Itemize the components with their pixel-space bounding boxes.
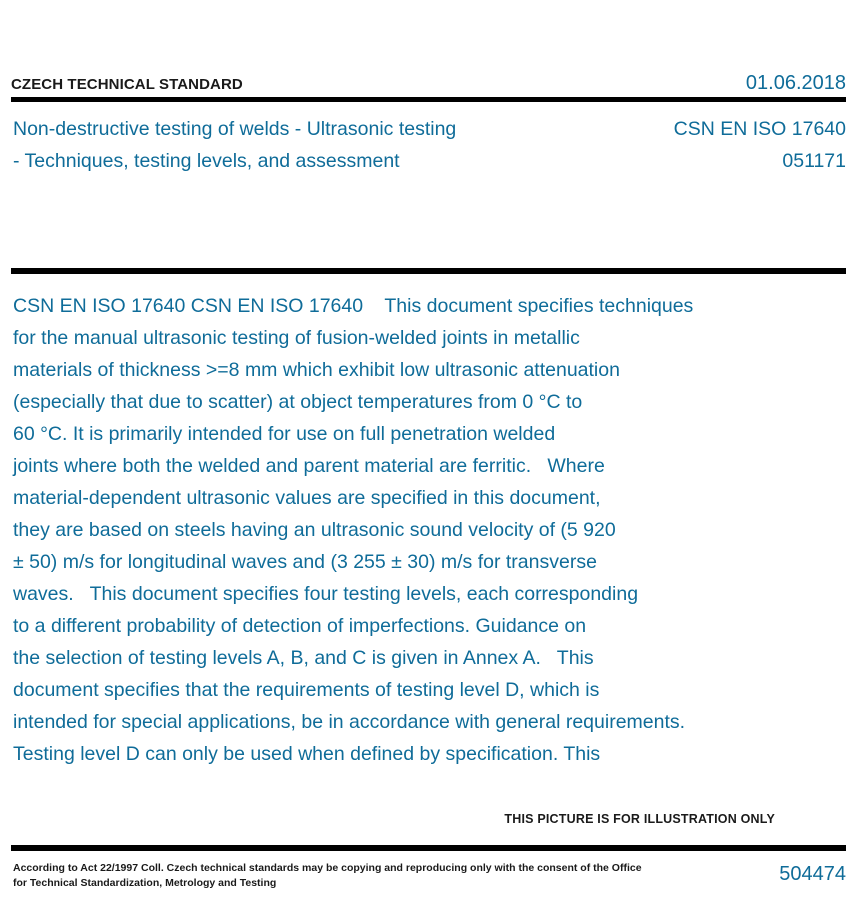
abstract-line: document specifies that the requirements of testing level D, which is [13,679,600,701]
illustration-only-note: THIS PICTURE IS FOR ILLUSTRATION ONLY [504,812,775,826]
abstract-line: ± 50) m/s for longitudinal waves and (3 255 ± 30) m/s for transverse [13,551,597,573]
header-divider [11,97,846,102]
document-header [11,72,846,95]
abstract-line: joints where both the welded and parent material are ferritic. Where [13,455,605,477]
title-block [13,113,846,177]
abstract-line: materials of thickness >=8 mm which exhibit low ultrasonic attenuation [13,359,620,381]
document-title-line-2: - Techniques, testing levels, and assessment [13,150,400,172]
copyright-notice-line-1: According to Act 22/1997 Coll. Czech technical standards may be copying and reproducing only with the consent of the Office [13,862,642,874]
document-kicker: CZECH TECHNICAL STANDARD [11,76,243,93]
abstract-line: 60 °C. It is primarily intended for use on full penetration welded [13,423,556,445]
publication-date: 01.06.2018 [745,72,846,94]
copyright-notice [13,861,642,891]
standard-number: CSN EN ISO 17640 [673,118,846,140]
abstract-line: the selection of testing levels A, B, and C is given in Annex A. This [13,647,594,669]
abstract-line: they are based on steels having an ultrasonic sound velocity of (5 920 [13,519,616,541]
standard-identifiers [674,113,846,177]
classification-code: 051171 [782,150,846,172]
document-title-line-1: Non-destructive testing of welds - Ultrasonic testing [13,118,457,140]
abstract-line: (especially that due to scatter) at object temperatures from 0 °C to [13,391,583,413]
document-title [13,113,456,177]
copyright-notice-line-2: for Technical Standardization, Metrology and Testing [13,877,277,889]
footer-divider [11,845,846,851]
abstract-line: CSN EN ISO 17640 CSN EN ISO 17640 This document specifies techniques [13,295,694,317]
document-footer [13,861,846,891]
abstract-line: intended for special applications, be in accordance with general requirements. [13,711,686,733]
abstract-divider [11,268,846,274]
abstract-line: for the manual ultrasonic testing of fusion-welded joints in metallic [13,327,580,349]
abstract-line: to a different probability of detection of imperfections. Guidance on [13,615,587,637]
abstract-line: material-dependent ultrasonic values are specified in this document, [13,487,601,509]
abstract-line: waves. This document specifies four testing levels, each corresponding [13,583,639,605]
abstract-line: Testing level D can only be used when defined by specification. This [13,743,601,765]
abstract-text [13,290,813,770]
catalog-number: 504474 [779,863,846,885]
